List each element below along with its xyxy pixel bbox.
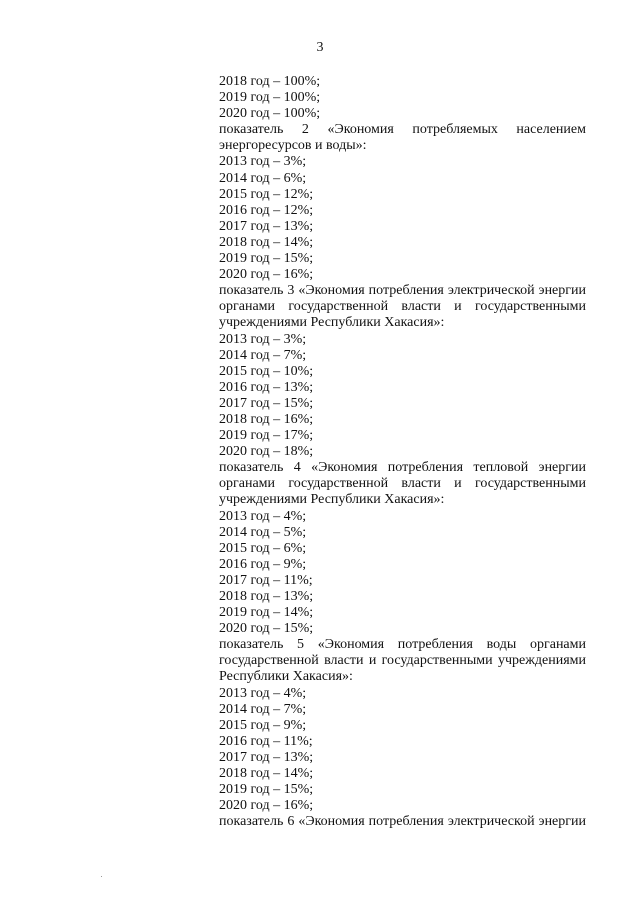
list-item: 2015 год – 6%; xyxy=(219,540,307,556)
list-item: 2018 год – 13%; xyxy=(219,589,314,604)
list-item: 2015 год – 12%; xyxy=(219,186,314,202)
list-item: 2017 год – 13%; xyxy=(219,749,314,765)
list-item: 2019 год – 17%; xyxy=(219,428,314,444)
list-item: 2014 год – 6%; xyxy=(219,170,307,186)
indicator-6-heading: показатель 6 «Экономия потребления электрической энергии xyxy=(219,814,586,830)
list-item: 2019 год – 15%; xyxy=(219,782,314,798)
list-item: 2020 год – 18%; xyxy=(219,444,314,460)
list-item: 2017 год – 15%; xyxy=(219,395,314,411)
list-item: 2019 год – 15%; xyxy=(219,251,314,267)
list-item: 2016 год – 9%; xyxy=(219,556,307,572)
list-item: 2020 год – 15%; xyxy=(219,621,314,637)
indicator-2-heading: показатель 2 «Экономия потребляемых населением энергоресурсов и воды»: xyxy=(219,122,586,154)
list-item: 2018 год – 16%; xyxy=(219,411,314,427)
list-item: 2019 год – 100%; xyxy=(219,90,321,106)
list-item: 2017 год – 11%; xyxy=(219,572,313,588)
list-item: 2018 год – 14%; xyxy=(219,234,314,250)
list-item: 2019 год – 14%; xyxy=(219,605,314,621)
list-item: 2016 год – 11%; xyxy=(219,733,313,749)
list-item: 2018 год – 100%; xyxy=(219,74,321,89)
list-item: 2020 год – 16%; xyxy=(219,267,314,283)
list-item: 2013 год – 4%; xyxy=(219,685,307,701)
indicator-5-heading: показатель 5 «Экономия потребления воды органами государственной власти и государственными учреждениями Республики Хакасия»: xyxy=(219,637,586,685)
list-item: 2020 год – 16%; xyxy=(219,798,314,814)
indicator-3-heading: показатель 3 «Экономия потребления электрической энергии органами государственной власти и государственными учреждениями Республики Хакасия»: xyxy=(219,283,586,331)
list-item: 2015 год – 9%; xyxy=(219,717,307,733)
list-item: 2013 год – 3%; xyxy=(219,154,307,170)
list-item: 2018 год – 14%; xyxy=(219,766,314,782)
list-item: 2013 год – 4%; xyxy=(219,508,307,524)
list-item: 2014 год – 7%; xyxy=(219,701,307,717)
document-body xyxy=(219,74,586,830)
list-item: 2015 год – 10%; xyxy=(219,363,314,379)
list-item: 2017 год – 13%; xyxy=(219,218,314,234)
scan-speck xyxy=(101,876,102,877)
list-item: 2013 год – 3%; xyxy=(219,331,307,347)
list-item: 2016 год – 12%; xyxy=(219,202,314,218)
indicator-4-heading: показатель 4 «Экономия потребления тепловой энергии органами государственной власти и государственными учреждениями Республики Хакасия»: xyxy=(219,460,586,508)
list-item: 2014 год – 7%; xyxy=(219,347,307,363)
page-number: 3 xyxy=(316,40,324,55)
list-item: 2016 год – 13%; xyxy=(219,379,314,395)
list-item: 2020 год – 100%; xyxy=(219,106,321,122)
list-item: 2014 год – 5%; xyxy=(219,524,307,540)
